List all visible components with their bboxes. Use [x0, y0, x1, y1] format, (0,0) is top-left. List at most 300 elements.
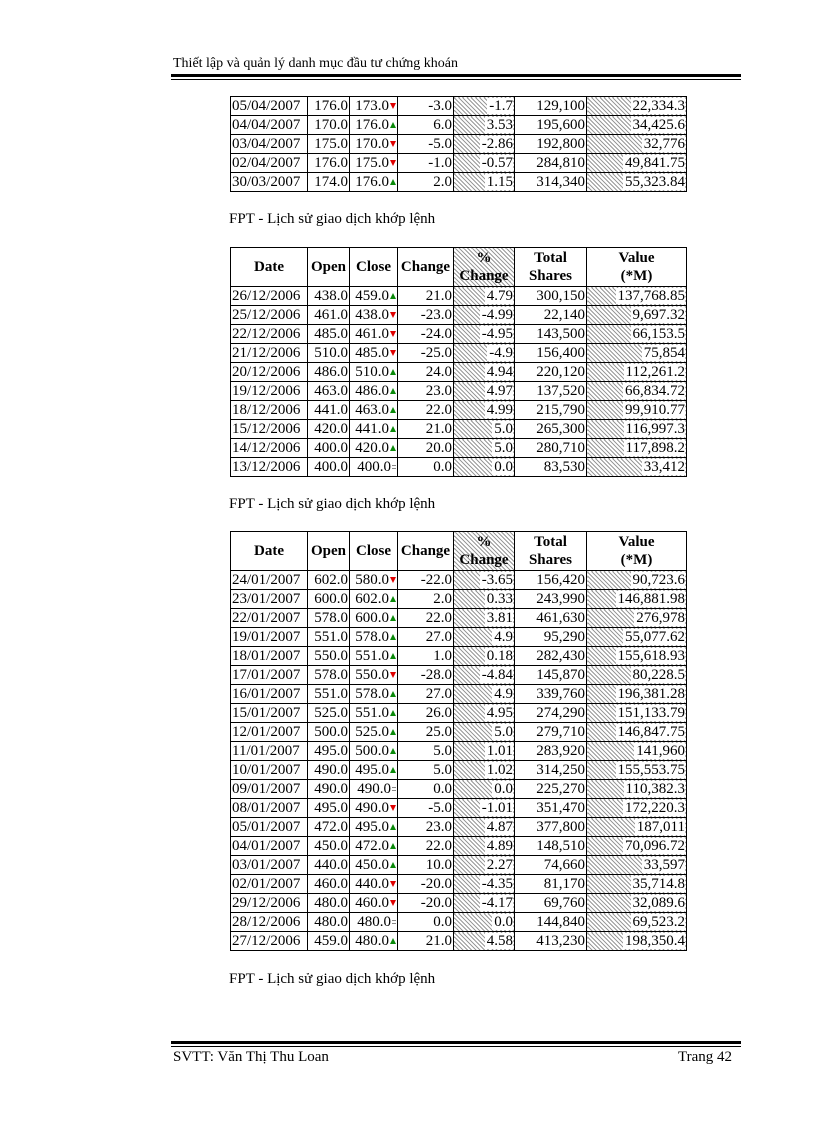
value-amount: 99,910.77 — [625, 401, 685, 418]
column-header-pct-change — [454, 248, 515, 287]
cell-value — [587, 894, 687, 913]
cell-change: 22.0 — [398, 837, 454, 856]
cell-close — [350, 571, 398, 590]
up-arrow-icon — [390, 729, 396, 735]
cell-open: 495.0 — [308, 799, 350, 818]
cell-change: -20.0 — [398, 894, 454, 913]
cell-total-shares: 279,710 — [515, 723, 587, 742]
cell-pct-change — [454, 856, 515, 875]
table-row — [231, 382, 687, 401]
cell-close — [350, 97, 398, 116]
value-amount: 146,881.98 — [617, 590, 685, 607]
cell-value — [587, 135, 687, 154]
up-arrow-icon — [390, 426, 396, 432]
cell-pct-change — [454, 913, 515, 932]
pct-change-value: -1.7 — [489, 97, 513, 114]
up-arrow-icon — [390, 691, 396, 697]
table-row — [231, 439, 687, 458]
table-row — [231, 590, 687, 609]
close-value: 400.0 — [357, 458, 391, 475]
pct-change-value: 1.15 — [486, 173, 513, 190]
cell-close — [350, 837, 398, 856]
cell-open: 438.0 — [308, 287, 350, 306]
close-value: 441.0 — [355, 420, 389, 437]
cell-total-shares: 220,120 — [515, 363, 587, 382]
cell-pct-change — [454, 932, 515, 951]
close-value: 175.0 — [355, 154, 389, 171]
cell-close — [350, 647, 398, 666]
cell-total-shares: 351,470 — [515, 799, 587, 818]
cell-value — [587, 116, 687, 135]
cell-close — [350, 932, 398, 951]
table-row — [231, 723, 687, 742]
cell-open: 170.0 — [308, 116, 350, 135]
cell-close — [350, 799, 398, 818]
value-amount: 66,153.5 — [632, 325, 685, 342]
cell-date: 18/12/2006 — [231, 401, 308, 420]
cell-total-shares: 69,760 — [515, 894, 587, 913]
pct-change-value: -4.95 — [481, 325, 513, 342]
table-row — [231, 913, 687, 932]
column-header-total-shares-line1: Total — [534, 250, 567, 266]
up-arrow-icon — [390, 179, 396, 185]
cell-pct-change — [454, 875, 515, 894]
cell-change: -1.0 — [398, 154, 454, 173]
cell-total-shares: 284,810 — [515, 154, 587, 173]
cell-close — [350, 875, 398, 894]
pct-change-value: 0.18 — [486, 647, 513, 664]
cell-open: 578.0 — [308, 609, 350, 628]
pct-change-value: -4.84 — [481, 666, 513, 683]
value-amount: 80,228.5 — [632, 666, 685, 683]
value-amount: 32,089.6 — [632, 894, 685, 911]
cell-change: 23.0 — [398, 382, 454, 401]
table-row — [231, 325, 687, 344]
close-value: 525.0 — [355, 723, 389, 740]
column-header-value-line1: Value — [618, 534, 655, 550]
table-row — [231, 818, 687, 837]
cell-value — [587, 571, 687, 590]
unchanged-icon — [392, 787, 396, 791]
column-header-pct-change-line2: Change — [459, 552, 509, 568]
cell-date: 05/04/2007 — [231, 97, 308, 116]
pct-change-value: 4.79 — [486, 287, 513, 304]
cell-date: 10/01/2007 — [231, 761, 308, 780]
down-arrow-icon — [390, 350, 396, 356]
cell-change: 20.0 — [398, 439, 454, 458]
cell-open: 176.0 — [308, 97, 350, 116]
table-row — [231, 799, 687, 818]
header-rule-thin — [171, 79, 741, 80]
cell-total-shares: 195,600 — [515, 116, 587, 135]
column-header-value-line2: (*M) — [620, 268, 653, 284]
pct-change-value: 4.97 — [486, 382, 513, 399]
cell-total-shares: 144,840 — [515, 913, 587, 932]
table-row — [231, 154, 687, 173]
cell-open: 463.0 — [308, 382, 350, 401]
cell-change: 2.0 — [398, 173, 454, 192]
cell-change: -25.0 — [398, 344, 454, 363]
cell-value — [587, 704, 687, 723]
close-value: 551.0 — [355, 704, 389, 721]
value-amount: 70,096.72 — [625, 837, 685, 854]
column-header-date: Date — [231, 248, 308, 287]
table-row — [231, 685, 687, 704]
cell-close — [350, 363, 398, 382]
pct-change-value: 0.33 — [486, 590, 513, 607]
table-row — [231, 363, 687, 382]
cell-change: -28.0 — [398, 666, 454, 685]
cell-total-shares: 137,520 — [515, 382, 587, 401]
cell-value — [587, 439, 687, 458]
cell-close — [350, 306, 398, 325]
cell-pct-change — [454, 382, 515, 401]
up-arrow-icon — [390, 369, 396, 375]
value-amount: 32,776 — [643, 135, 685, 152]
table-row — [231, 704, 687, 723]
close-value: 460.0 — [355, 894, 389, 911]
cell-open: 550.0 — [308, 647, 350, 666]
close-value: 578.0 — [355, 685, 389, 702]
cell-change: 21.0 — [398, 287, 454, 306]
value-amount: 141,960 — [636, 742, 685, 759]
cell-close — [350, 818, 398, 837]
value-amount: 155,618.93 — [617, 647, 685, 664]
up-arrow-icon — [390, 653, 396, 659]
close-value: 176.0 — [355, 173, 389, 190]
pct-change-value: 4.9 — [494, 628, 513, 645]
value-amount: 33,597 — [643, 856, 685, 873]
value-amount: 112,261.2 — [625, 363, 685, 380]
cell-date: 27/12/2006 — [231, 932, 308, 951]
down-arrow-icon — [390, 141, 396, 147]
cell-close — [350, 325, 398, 344]
close-value: 510.0 — [355, 363, 389, 380]
cell-value — [587, 401, 687, 420]
cell-value — [587, 856, 687, 875]
cell-total-shares: 81,170 — [515, 875, 587, 894]
close-value: 472.0 — [355, 837, 389, 854]
up-arrow-icon — [390, 938, 396, 944]
footer-rule-thick — [171, 1041, 741, 1044]
price-history-table — [230, 531, 687, 951]
up-arrow-icon — [390, 767, 396, 773]
pct-change-value: 4.95 — [486, 704, 513, 721]
value-amount: 9,697.32 — [632, 306, 685, 323]
down-arrow-icon — [390, 577, 396, 583]
close-value: 495.0 — [355, 818, 389, 835]
cell-value — [587, 306, 687, 325]
cell-date: 25/12/2006 — [231, 306, 308, 325]
cell-pct-change — [454, 837, 515, 856]
cell-total-shares: 225,270 — [515, 780, 587, 799]
pct-change-value: -2.86 — [481, 135, 513, 152]
close-value: 450.0 — [355, 856, 389, 873]
cell-total-shares: 243,990 — [515, 590, 587, 609]
value-amount: 137,768.85 — [617, 287, 685, 304]
cell-total-shares: 377,800 — [515, 818, 587, 837]
cell-change: 22.0 — [398, 401, 454, 420]
column-header-value-line2: (*M) — [620, 552, 653, 568]
table-row — [231, 761, 687, 780]
cell-close — [350, 913, 398, 932]
cell-open: 472.0 — [308, 818, 350, 837]
pct-change-value: 0.0 — [494, 780, 513, 797]
close-value: 480.0 — [355, 932, 389, 949]
cell-close — [350, 761, 398, 780]
table-row — [231, 344, 687, 363]
value-amount: 69,523.2 — [632, 913, 685, 930]
cell-value — [587, 154, 687, 173]
cell-close — [350, 287, 398, 306]
cell-date: 22/12/2006 — [231, 325, 308, 344]
up-arrow-icon — [390, 122, 396, 128]
pct-change-value: -3.65 — [481, 571, 513, 588]
cell-value — [587, 97, 687, 116]
cell-date: 23/01/2007 — [231, 590, 308, 609]
close-value: 459.0 — [355, 287, 389, 304]
value-amount: 22,334.3 — [632, 97, 685, 114]
close-value: 578.0 — [355, 628, 389, 645]
value-amount: 146,847.75 — [617, 723, 685, 740]
cell-date: 29/12/2006 — [231, 894, 308, 913]
column-header-total-shares — [515, 248, 587, 287]
cell-open: 490.0 — [308, 761, 350, 780]
cell-pct-change — [454, 363, 515, 382]
cell-total-shares: 461,630 — [515, 609, 587, 628]
close-value: 580.0 — [355, 571, 389, 588]
cell-change: 26.0 — [398, 704, 454, 723]
cell-open: 485.0 — [308, 325, 350, 344]
cell-open: 450.0 — [308, 837, 350, 856]
pct-change-value: 1.01 — [486, 742, 513, 759]
cell-open: 440.0 — [308, 856, 350, 875]
cell-change: -23.0 — [398, 306, 454, 325]
cell-open: 400.0 — [308, 458, 350, 477]
cell-pct-change — [454, 609, 515, 628]
cell-total-shares: 74,660 — [515, 856, 587, 875]
pct-change-value: 3.53 — [486, 116, 513, 133]
cell-date: 18/01/2007 — [231, 647, 308, 666]
pct-change-value: 0.0 — [494, 458, 513, 475]
cell-change: 5.0 — [398, 761, 454, 780]
cell-change: 21.0 — [398, 932, 454, 951]
cell-value — [587, 609, 687, 628]
pct-change-value: -0.57 — [481, 154, 513, 171]
column-header-value — [587, 532, 687, 571]
pct-change-value: 0.0 — [494, 913, 513, 930]
cell-total-shares: 314,340 — [515, 173, 587, 192]
cell-pct-change — [454, 135, 515, 154]
cell-close — [350, 723, 398, 742]
cell-close — [350, 856, 398, 875]
cell-date: 02/04/2007 — [231, 154, 308, 173]
pct-change-value: 5.0 — [494, 439, 513, 456]
column-header-close: Close — [350, 248, 398, 287]
cell-close — [350, 666, 398, 685]
down-arrow-icon — [390, 900, 396, 906]
cell-change: 27.0 — [398, 628, 454, 647]
cell-total-shares: 95,290 — [515, 628, 587, 647]
cell-open: 578.0 — [308, 666, 350, 685]
table-row — [231, 875, 687, 894]
cell-close — [350, 704, 398, 723]
down-arrow-icon — [390, 103, 396, 109]
close-value: 495.0 — [355, 761, 389, 778]
cell-date: 17/01/2007 — [231, 666, 308, 685]
cell-pct-change — [454, 173, 515, 192]
column-header-open: Open — [308, 532, 350, 571]
cell-value — [587, 363, 687, 382]
close-value: 463.0 — [355, 401, 389, 418]
cell-close — [350, 780, 398, 799]
cell-total-shares: 156,400 — [515, 344, 587, 363]
column-header-total-shares-line2: Shares — [528, 268, 573, 284]
table-row — [231, 173, 687, 192]
pct-change-value: 2.27 — [486, 856, 513, 873]
column-header-close: Close — [350, 532, 398, 571]
cell-open: 480.0 — [308, 894, 350, 913]
up-arrow-icon — [390, 407, 396, 413]
header-rule-thick — [171, 74, 741, 77]
cell-pct-change — [454, 458, 515, 477]
cell-open: 459.0 — [308, 932, 350, 951]
cell-value — [587, 913, 687, 932]
cell-change: -22.0 — [398, 571, 454, 590]
cell-total-shares: 145,870 — [515, 666, 587, 685]
cell-change: 0.0 — [398, 780, 454, 799]
cell-value — [587, 666, 687, 685]
cell-close — [350, 420, 398, 439]
cell-open: 551.0 — [308, 685, 350, 704]
cell-open: 461.0 — [308, 306, 350, 325]
cell-open: 486.0 — [308, 363, 350, 382]
cell-value — [587, 287, 687, 306]
table-row — [231, 135, 687, 154]
cell-close — [350, 116, 398, 135]
cell-pct-change — [454, 344, 515, 363]
close-value: 602.0 — [355, 590, 389, 607]
cell-total-shares: 83,530 — [515, 458, 587, 477]
pct-change-value: 4.89 — [486, 837, 513, 854]
up-arrow-icon — [390, 710, 396, 716]
cell-open: 176.0 — [308, 154, 350, 173]
footer-page-number: Trang 42 — [677, 1049, 732, 1065]
close-value: 485.0 — [355, 344, 389, 361]
cell-pct-change — [454, 325, 515, 344]
value-amount: 49,841.75 — [625, 154, 685, 171]
table-row — [231, 894, 687, 913]
cell-open: 174.0 — [308, 173, 350, 192]
cell-change: -24.0 — [398, 325, 454, 344]
table-caption: FPT - Lịch sử giao dịch khớp lệnh — [229, 496, 436, 512]
cell-close — [350, 439, 398, 458]
cell-date: 09/01/2007 — [231, 780, 308, 799]
cell-date: 26/12/2006 — [231, 287, 308, 306]
cell-date: 12/01/2007 — [231, 723, 308, 742]
up-arrow-icon — [390, 445, 396, 451]
cell-close — [350, 154, 398, 173]
table-row — [231, 647, 687, 666]
cell-date: 15/01/2007 — [231, 704, 308, 723]
cell-pct-change — [454, 116, 515, 135]
table-row — [231, 742, 687, 761]
close-value: 170.0 — [355, 135, 389, 152]
close-value: 551.0 — [355, 647, 389, 664]
down-arrow-icon — [390, 672, 396, 678]
table-row — [231, 856, 687, 875]
table-row — [231, 571, 687, 590]
cell-value — [587, 344, 687, 363]
column-header-pct-change — [454, 532, 515, 571]
cell-pct-change — [454, 306, 515, 325]
cell-date: 22/01/2007 — [231, 609, 308, 628]
close-value: 176.0 — [355, 116, 389, 133]
table-caption: FPT - Lịch sử giao dịch khớp lệnh — [229, 971, 436, 987]
table-caption: FPT - Lịch sử giao dịch khớp lệnh — [229, 211, 436, 227]
cell-pct-change — [454, 666, 515, 685]
close-value: 480.0 — [357, 913, 391, 930]
cell-change: 10.0 — [398, 856, 454, 875]
up-arrow-icon — [390, 388, 396, 394]
column-header-pct-change-line1: % — [476, 534, 492, 550]
cell-change: 23.0 — [398, 818, 454, 837]
table-header-row — [231, 248, 687, 287]
up-arrow-icon — [390, 293, 396, 299]
table-row — [231, 609, 687, 628]
pct-change-value: 5.0 — [494, 420, 513, 437]
cell-total-shares: 280,710 — [515, 439, 587, 458]
cell-pct-change — [454, 704, 515, 723]
value-amount: 110,382.3 — [625, 780, 685, 797]
unchanged-icon — [392, 920, 396, 924]
cell-change: 21.0 — [398, 420, 454, 439]
cell-close — [350, 382, 398, 401]
cell-close — [350, 458, 398, 477]
cell-total-shares: 156,420 — [515, 571, 587, 590]
cell-total-shares: 192,800 — [515, 135, 587, 154]
pct-change-value: 5.0 — [494, 723, 513, 740]
close-value: 420.0 — [355, 439, 389, 456]
cell-pct-change — [454, 287, 515, 306]
cell-total-shares: 143,500 — [515, 325, 587, 344]
cell-pct-change — [454, 799, 515, 818]
value-amount: 276,978 — [636, 609, 685, 626]
down-arrow-icon — [390, 331, 396, 337]
page-header-title: Thiết lập và quản lý danh mục đầu tư chứng khoán — [173, 56, 458, 71]
cell-total-shares: 314,250 — [515, 761, 587, 780]
up-arrow-icon — [390, 748, 396, 754]
cell-pct-change — [454, 439, 515, 458]
cell-open: 420.0 — [308, 420, 350, 439]
value-amount: 172,220.3 — [625, 799, 685, 816]
cell-value — [587, 723, 687, 742]
cell-value — [587, 932, 687, 951]
cell-total-shares: 148,510 — [515, 837, 587, 856]
cell-date: 03/01/2007 — [231, 856, 308, 875]
pct-change-value: -4.99 — [481, 306, 513, 323]
cell-total-shares: 215,790 — [515, 401, 587, 420]
value-amount: 34,425.6 — [632, 116, 685, 133]
cell-change: -20.0 — [398, 875, 454, 894]
close-value: 500.0 — [355, 742, 389, 759]
value-amount: 187,011 — [636, 818, 685, 835]
cell-change: 1.0 — [398, 647, 454, 666]
cell-close — [350, 742, 398, 761]
column-header-pct-change-line1: % — [476, 250, 492, 266]
cell-date: 19/01/2007 — [231, 628, 308, 647]
value-amount: 66,834.72 — [625, 382, 685, 399]
